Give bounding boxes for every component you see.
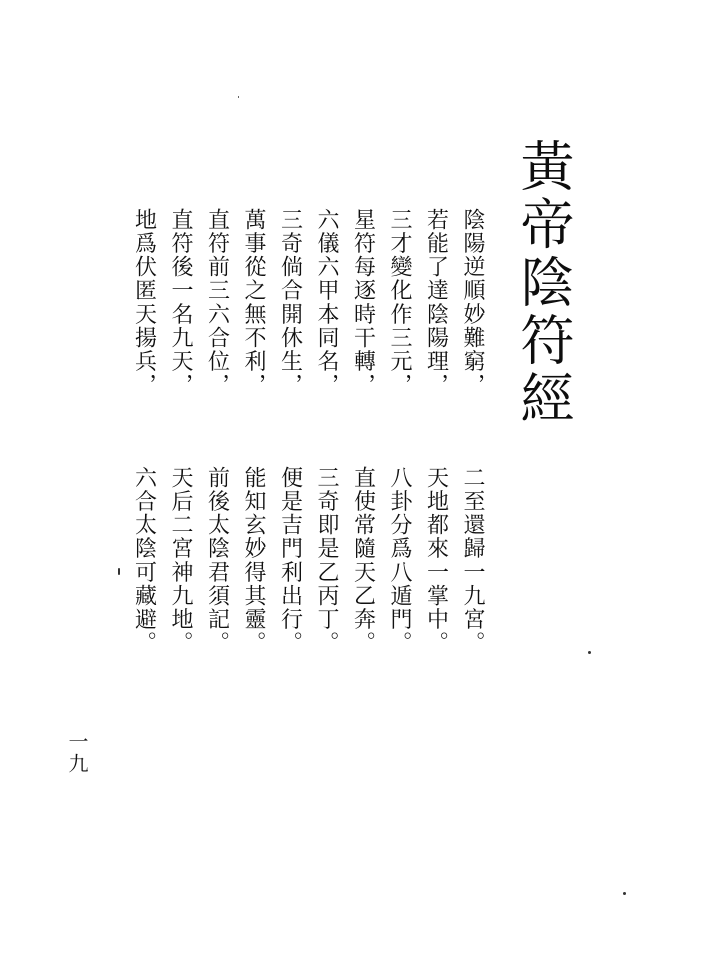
verse-line: 三奇即是乙丙丁。 [314,466,339,655]
scan-speck [118,568,120,575]
verse-line: 二至還歸一九宮。 [460,466,485,655]
verse-line: 直符前三六合位， [204,208,230,397]
verse-line: 陰陽逆順妙難窮， [460,208,485,397]
verse-line: 三才變化作三元， [387,208,412,397]
scan-speck [588,651,591,654]
verse-line: 八卦分爲八遁門。 [387,466,412,655]
verse-line: 前後太陰君須記。 [204,466,230,655]
verse-line: 六儀六甲本同名， [314,208,339,397]
page-number: 一九 [65,731,89,775]
verse-line: 六合太陰可藏避。 [131,466,157,655]
verse-line: 萬事從之無不利， [241,208,266,397]
scan-speck [623,892,626,895]
verse-line: 天后二宮神九地。 [168,466,193,655]
verse-block-upper [125,208,490,398]
verse-line: 直符後一名九天， [168,208,193,397]
verse-line: 直使常隨天乙奔。 [350,466,376,655]
document-title: 黃帝陰符經 [512,138,575,428]
verse-line: 能知玄妙得其靈。 [241,466,266,655]
scan-speck [238,96,239,98]
verse-line: 若能了達陰陽理， [423,208,449,397]
verse-line: 地爲伏匿天揚兵， [131,208,157,397]
verse-line: 便是吉門利出行。 [277,466,303,655]
verse-block-lower [125,466,490,655]
verse-line: 星符每逐時干轉， [350,208,376,397]
verse-line: 三奇倘合開休生， [277,208,303,397]
verse-line: 天地都來一掌中。 [423,466,449,655]
